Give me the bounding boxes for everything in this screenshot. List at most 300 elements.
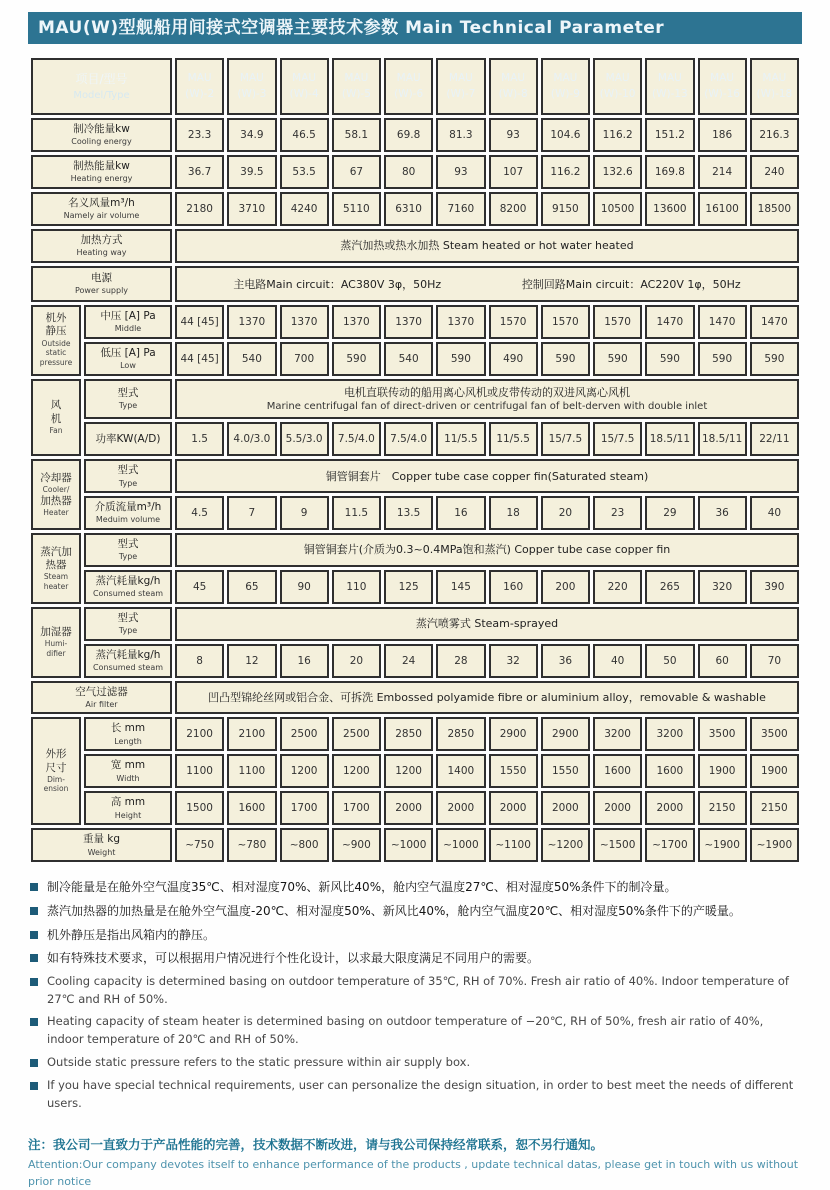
note-bullet (30, 978, 38, 986)
value-cell: 65 (227, 570, 276, 604)
value-cell: 40 (750, 496, 799, 530)
value-cell: 265 (645, 570, 694, 604)
group-cell (31, 305, 81, 376)
row-label-en: Type (118, 626, 138, 635)
value-cell: 13600 (645, 192, 694, 226)
model-header-cell (227, 58, 276, 114)
model-name: MAU (187, 72, 212, 85)
row-label (84, 791, 172, 825)
value-cell: 1700 (280, 791, 329, 825)
value-cell: 151.2 (645, 118, 694, 152)
value-cell: 590 (541, 342, 590, 376)
value-cell: 214 (698, 155, 747, 189)
model-number: (W)-4 (289, 87, 319, 100)
value-cell: 1370 (332, 305, 381, 339)
table-row-fan-type (31, 379, 799, 420)
value-cell: 7.5/4.0 (332, 422, 381, 456)
row-label-zh: 宽 mm (110, 759, 146, 772)
row-label (31, 266, 172, 302)
row-label-zh: 型式 (117, 387, 139, 400)
value-cell: 70 (750, 644, 799, 678)
value-cell: 2500 (280, 717, 329, 751)
row-label-zh: 型式 (117, 464, 139, 477)
value-cell: 1200 (384, 754, 433, 788)
value-cell: 23 (593, 496, 642, 530)
note-text: 制冷能量是在舱外空气温度35℃、相对湿度70%、新风比40%，舱内空气温度27℃、相对湿度50%条件下的制冷量。 (47, 880, 677, 895)
value-cell: 36.7 (175, 155, 224, 189)
value-cell: 36 (541, 644, 590, 678)
value-cell: 1900 (750, 754, 799, 788)
table-row-heating-energy (31, 155, 799, 189)
row-label-en: Cooling energy (71, 137, 132, 147)
model-name: MAU (448, 72, 473, 85)
model-header-cell (175, 58, 224, 114)
table-row-weight (31, 828, 799, 862)
group-label-line: static (45, 348, 67, 358)
note-text: Heating capacity of steam heater is determined basing on outdoor temperature of −20℃, RH of 50%, fresh air ratio of 40%, indoor temperature of 20℃ and RH of 50%. (47, 1014, 764, 1047)
row-label-en: Meduim volume (95, 515, 161, 525)
table-row-cooler-type (31, 459, 799, 493)
table-row-steam-heater-type (31, 533, 799, 567)
value-cell: 1470 (750, 305, 799, 339)
corner-label-zh: 项目/型号 (75, 71, 128, 86)
row-label (84, 305, 172, 339)
row-label-zh: 功率KW(A/D) (95, 432, 161, 445)
row-label (84, 754, 172, 788)
value-cell: 20 (541, 496, 590, 530)
model-name: MAU (344, 72, 369, 85)
row-label-en: Width (116, 773, 140, 783)
group-label-line: Cooler/ (42, 485, 70, 495)
group-label-line: difier (46, 648, 66, 658)
value-cell: 4.0/3.0 (227, 422, 276, 456)
span-cell (175, 266, 799, 302)
value-cell: 1570 (593, 305, 642, 339)
value-cell: 18.5/11 (698, 422, 747, 456)
model-number: (W)-6 (394, 87, 424, 100)
value-cell: 1600 (227, 791, 276, 825)
value-cell: 39.5 (227, 155, 276, 189)
value-cell: 145 (436, 570, 485, 604)
value-cell: 58.1 (332, 118, 381, 152)
value-cell: 60 (698, 644, 747, 678)
note-text: 机外静压是指出风箱内的静压。 (47, 927, 216, 942)
value-cell: 9 (280, 496, 329, 530)
group-label-line: 加热器 (40, 494, 72, 507)
page-title: MAU(W)型舰船用间接式空调器主要技术参数 Main Technical Parameter (28, 12, 802, 44)
model-name: MAU (553, 72, 578, 85)
model-name: MAU (501, 72, 526, 85)
value-cell: 3200 (593, 717, 642, 751)
value-cell: 11/5.5 (436, 422, 485, 456)
group-cell (31, 607, 81, 678)
value-cell: 32 (489, 644, 538, 678)
value-cell: 16 (280, 644, 329, 678)
row-label-zh: 加热方式 (80, 233, 123, 246)
note-text: Outside static pressure refers to the static pressure within air supply box. (47, 1054, 471, 1069)
value-cell: 18500 (750, 192, 799, 226)
value-cell: 1550 (489, 754, 538, 788)
note-bullet (30, 1059, 38, 1067)
group-label-line: heater (43, 581, 69, 591)
value-cell: 28 (436, 644, 485, 678)
value-cell: 2850 (384, 717, 433, 751)
value-cell: 1100 (227, 754, 276, 788)
value-cell: 1570 (541, 305, 590, 339)
model-number: (W)-10 (599, 87, 636, 100)
model-name: MAU (605, 72, 630, 85)
group-cell (31, 379, 81, 457)
value-cell: 3500 (750, 717, 799, 751)
value-cell: 80 (384, 155, 433, 189)
row-label-zh: 介质流量m³/h (94, 501, 162, 514)
row-label (84, 422, 172, 456)
value-cell: 700 (280, 342, 329, 376)
group-label-line: 尺寸 (45, 761, 67, 774)
value-cell: 10500 (593, 192, 642, 226)
value-cell: 53.5 (280, 155, 329, 189)
value-cell: 590 (698, 342, 747, 376)
value-cell: 320 (698, 570, 747, 604)
row-label-en: Consumed steam (92, 589, 164, 599)
row-label (84, 496, 172, 530)
value-cell: 1400 (436, 754, 485, 788)
value-cell: 29 (645, 496, 694, 530)
value-cell: 590 (593, 342, 642, 376)
model-name: MAU (762, 72, 787, 85)
row-label (84, 607, 172, 641)
span-cell-line: 凹凸型锦纶丝网或铝合金、可拆洗 Embossed polyamide fibre or aluminium alloy，removable & washable (208, 690, 766, 704)
value-cell: 18.5/11 (645, 422, 694, 456)
group-label-line: 静压 (45, 325, 67, 338)
span-cell (175, 533, 799, 567)
power-supply-part: 控制回路Main circuit：AC220V 1φ，50Hz (521, 277, 741, 291)
value-cell: 169.8 (645, 155, 694, 189)
row-label-zh: 电源 (91, 271, 112, 284)
value-cell: 8200 (489, 192, 538, 226)
model-header-cell (750, 58, 799, 114)
note-text: Cooling capacity is determined basing on outdoor temperature of 35℃, RH of 70%. Fresh air ratio of 40%. Indoor temperature of 27℃ and RH of 50%. (47, 973, 789, 1006)
row-label-zh: 高 mm (110, 796, 146, 809)
value-cell: 90 (280, 570, 329, 604)
row-label-zh: 型式 (117, 538, 139, 551)
value-cell: 24 (384, 644, 433, 678)
group-label-line: Dim- (47, 774, 65, 784)
value-cell: 125 (384, 570, 433, 604)
group-cell (31, 717, 81, 825)
value-cell: 67 (332, 155, 381, 189)
note-item-8 (30, 1077, 802, 1113)
value-cell: 4240 (280, 192, 329, 226)
row-label-zh: 重量 kg (82, 833, 121, 846)
row-label-en: Type (118, 552, 138, 562)
row-label-zh: 型式 (117, 611, 139, 624)
row-label-zh: 空气过滤器 (75, 685, 128, 698)
model-header-cell (436, 58, 485, 114)
model-header-cell (489, 58, 538, 114)
value-cell: ~750 (175, 828, 224, 862)
group-label-line: 外形 (45, 748, 67, 761)
table-row-air-volume (31, 192, 799, 226)
model-header-cell (541, 58, 590, 114)
value-cell: 1600 (645, 754, 694, 788)
row-label-en: Low (120, 360, 136, 370)
spec-table (28, 55, 802, 865)
value-cell: ~1200 (541, 828, 590, 862)
value-cell: 7160 (436, 192, 485, 226)
group-label-line: Humi- (44, 639, 68, 649)
group-label-line: Outside (41, 338, 71, 348)
model-header-cell (332, 58, 381, 114)
group-label-line: 风 (50, 399, 62, 412)
table-row-humidifier-type (31, 607, 799, 641)
row-label-zh: 制冷能量kw (73, 122, 130, 135)
group-label-line: Heater (43, 507, 69, 517)
row-label-en: Consumed steam (92, 662, 164, 672)
note-bullet (30, 1082, 38, 1090)
value-cell: 116.2 (593, 118, 642, 152)
value-cell: 1700 (332, 791, 381, 825)
value-cell: 12 (227, 644, 276, 678)
note-item-7 (30, 1054, 802, 1072)
value-cell: 18 (489, 496, 538, 530)
value-cell: 2100 (227, 717, 276, 751)
model-header-cell (698, 58, 747, 114)
value-cell: 2900 (489, 717, 538, 751)
value-cell: 1370 (280, 305, 329, 339)
value-cell: 8 (175, 644, 224, 678)
note-item-1 (30, 878, 802, 897)
row-label-zh: 低压 [A] Pa (100, 346, 156, 359)
value-cell: ~1500 (593, 828, 642, 862)
value-cell: 1470 (645, 305, 694, 339)
value-cell: 45 (175, 570, 224, 604)
attention-text-zh: 注：我公司一直致力于产品性能的完善，技术数据不断改进，请与我公司保持经常联系，恕不另行通知。 (28, 1137, 604, 1153)
value-cell: 540 (227, 342, 276, 376)
model-number: (W)-3 (237, 87, 267, 100)
value-cell: 2850 (436, 717, 485, 751)
table-row-fan-power (31, 422, 799, 456)
value-cell: ~1900 (750, 828, 799, 862)
value-cell: 9150 (541, 192, 590, 226)
span-cell-line: 蒸汽喷雾式 Steam-sprayed (415, 617, 559, 631)
table-row-air-filter (31, 681, 799, 715)
value-cell: 2100 (175, 717, 224, 751)
group-label-line: pressure (39, 358, 73, 368)
value-cell: 490 (489, 342, 538, 376)
value-cell: 46.5 (280, 118, 329, 152)
model-name: MAU (710, 72, 735, 85)
value-cell: 1370 (227, 305, 276, 339)
value-cell: 390 (750, 570, 799, 604)
value-cell: 11/5.5 (489, 422, 538, 456)
table-row-humidifier-steam (31, 644, 799, 678)
value-cell: 16 (436, 496, 485, 530)
value-cell: 15/7.5 (541, 422, 590, 456)
row-label-zh: 蒸汽耗量kg/h (95, 575, 161, 588)
value-cell: 2500 (332, 717, 381, 751)
row-label (84, 644, 172, 678)
note-item-3 (30, 926, 802, 945)
note-bullet (30, 1018, 38, 1026)
value-cell: 160 (489, 570, 538, 604)
value-cell: ~1100 (489, 828, 538, 862)
row-label-en: Heating way (76, 247, 127, 257)
value-cell: 2180 (175, 192, 224, 226)
note-bullet (30, 907, 38, 915)
value-cell: 2000 (436, 791, 485, 825)
table-body (31, 118, 799, 862)
row-label-en: Type (118, 401, 138, 411)
note-text: 蒸汽加热器的加热量是在舱外空气温度-20℃、相对湿度50%、新风比40%，舱内空气温度20℃、相对湿度50%条件下的产暖量。 (47, 903, 741, 918)
value-cell: 1200 (280, 754, 329, 788)
model-number: (W)-13 (652, 87, 688, 100)
row-label-en: Middle (114, 323, 142, 333)
row-label (84, 533, 172, 567)
span-cell-line: 铜管铜套片(介质为0.3~0.4MPa饱和蒸汽) Copper tube case copper fin (303, 543, 671, 557)
span-cell-line: 铜管铜套片 Copper tube case copper fin(Saturated steam) (325, 469, 649, 483)
model-number: (W)-5 (341, 87, 371, 100)
model-name: MAU (396, 72, 421, 85)
span-cell-line: Marine centrifugal fan of direct-driven or centrifugal fan of belt-derven with double inlet (266, 400, 708, 412)
value-cell: 2000 (384, 791, 433, 825)
group-cell (31, 459, 81, 530)
table-row-cooling-energy (31, 118, 799, 152)
model-number: (W)-7 (446, 87, 476, 100)
value-cell: 2150 (698, 791, 747, 825)
value-cell: 3710 (227, 192, 276, 226)
value-cell: ~1900 (698, 828, 747, 862)
value-cell: 104.6 (541, 118, 590, 152)
group-label-line: 冷却器 (40, 471, 72, 484)
power-supply-part: 主电路Main circuit：AC380V 3φ，50Hz (233, 277, 442, 291)
value-cell: 107 (489, 155, 538, 189)
value-cell: 116.2 (541, 155, 590, 189)
value-cell: 1550 (541, 754, 590, 788)
model-name: MAU (239, 72, 264, 85)
value-cell: 16100 (698, 192, 747, 226)
value-cell: 20 (332, 644, 381, 678)
table-row-power-supply (31, 266, 799, 302)
value-cell: 69.8 (384, 118, 433, 152)
model-number: (W)-16 (704, 87, 740, 100)
value-cell: ~1000 (436, 828, 485, 862)
value-cell: 1100 (175, 754, 224, 788)
note-item-2 (30, 902, 802, 921)
value-cell: 5110 (332, 192, 381, 226)
value-cell: 2150 (750, 791, 799, 825)
notes-list (28, 878, 802, 1112)
model-number: (W)-8 (498, 87, 528, 100)
note-item-5 (30, 973, 802, 1009)
value-cell: 1600 (593, 754, 642, 788)
value-cell: 220 (593, 570, 642, 604)
value-cell: 6310 (384, 192, 433, 226)
value-cell: 2000 (645, 791, 694, 825)
value-cell: 15/7.5 (593, 422, 642, 456)
value-cell: 22/11 (750, 422, 799, 456)
row-label-zh: 长 mm (110, 722, 146, 735)
value-cell: 93 (489, 118, 538, 152)
span-cell (175, 229, 799, 263)
value-cell: 110 (332, 570, 381, 604)
value-cell: ~900 (332, 828, 381, 862)
row-label-en: Type (118, 478, 138, 488)
value-cell: 540 (384, 342, 433, 376)
span-cell (175, 681, 799, 715)
value-cell: 1200 (332, 754, 381, 788)
row-label-zh: 名义风量m³/h (68, 196, 135, 209)
model-number: (W)-9 (550, 87, 580, 100)
row-label (84, 570, 172, 604)
span-cell-line: 电机直联传动的船用离心风机或皮带传动的双进风离心风机 (344, 385, 630, 399)
value-cell: ~780 (227, 828, 276, 862)
note-item-4 (30, 949, 802, 968)
value-cell: 34.9 (227, 118, 276, 152)
table-row-height (31, 791, 799, 825)
span-cell (175, 459, 799, 493)
header-row (31, 58, 799, 114)
row-label-en: Air filter (85, 699, 118, 709)
span-cell-line: 蒸汽加热或热水加热 Steam heated or hot water heated (340, 238, 634, 252)
group-label-line: 机 (50, 412, 62, 425)
table-row-pressure-middle (31, 305, 799, 339)
row-label-en: Length (114, 736, 142, 746)
span-cell (175, 607, 799, 641)
table-row-steam-consumed (31, 570, 799, 604)
value-cell: 36 (698, 496, 747, 530)
row-label (84, 379, 172, 420)
row-label (84, 717, 172, 751)
row-label-zh: 蒸汽耗量kg/h (95, 648, 161, 661)
value-cell: 590 (645, 342, 694, 376)
attention-text-en: Attention:Our company devotes itself to enhance performance of the products , update technical datas, please get in touch with us without prior notice (28, 1158, 799, 1188)
note-bullet (30, 883, 38, 891)
value-cell: 1900 (698, 754, 747, 788)
row-label-zh: 中压 [A] Pa (100, 309, 156, 322)
value-cell: 2000 (541, 791, 590, 825)
value-cell: 3500 (698, 717, 747, 751)
row-label (84, 342, 172, 376)
corner-cell (31, 58, 172, 114)
row-label (31, 681, 172, 715)
group-label-line: 蒸汽加 (40, 545, 72, 558)
value-cell: 5.5/3.0 (280, 422, 329, 456)
power-supply-parts (183, 272, 791, 296)
value-cell: 590 (332, 342, 381, 376)
value-cell: 1470 (698, 305, 747, 339)
value-cell: 4.5 (175, 496, 224, 530)
model-header-cell (384, 58, 433, 114)
model-name: MAU (292, 72, 317, 85)
value-cell: 200 (541, 570, 590, 604)
value-cell: 7.5/4.0 (384, 422, 433, 456)
value-cell: 93 (436, 155, 485, 189)
attention-block (28, 1136, 802, 1190)
table-row-medium-volume (31, 496, 799, 530)
value-cell: 40 (593, 644, 642, 678)
row-label-en: Weight (87, 847, 116, 857)
table-head (31, 58, 799, 114)
note-bullet (30, 931, 38, 939)
table-row-width (31, 754, 799, 788)
table-row-pressure-low (31, 342, 799, 376)
model-number: (W)-2 (185, 87, 215, 100)
table-row-heating-way (31, 229, 799, 263)
value-cell: 1570 (489, 305, 538, 339)
value-cell: ~800 (280, 828, 329, 862)
span-cell (175, 379, 799, 420)
